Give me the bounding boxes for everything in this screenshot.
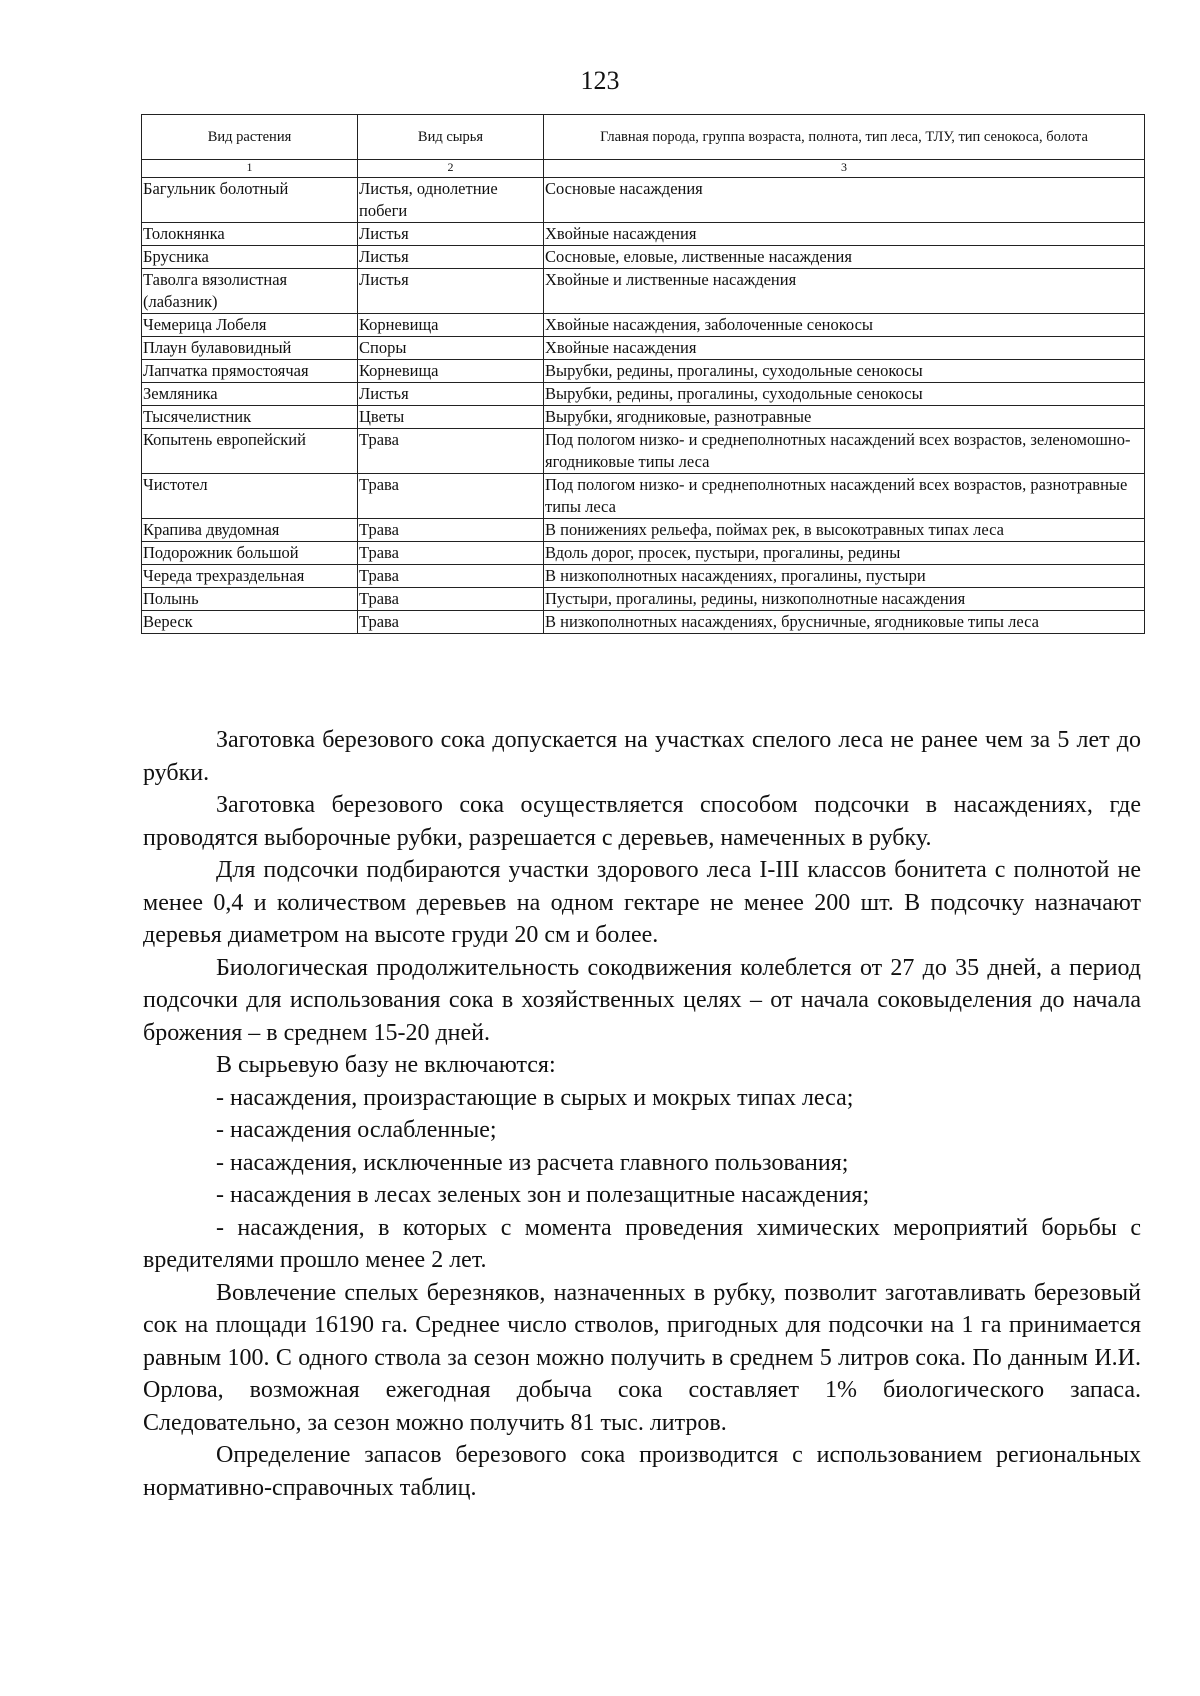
cell-conditions: Хвойные насаждения, заболоченные сенокосы xyxy=(544,314,1145,337)
table-row xyxy=(142,314,1145,337)
cell-conditions: В низкополнотных насаждениях, брусничные, ягодниковые типы леса xyxy=(544,611,1145,634)
cell-plant: Лапчатка прямостоячая xyxy=(142,360,358,383)
cell-conditions: Вдоль дорог, просек, пустыри, прогалины, редины xyxy=(544,542,1145,565)
table-row xyxy=(142,474,1145,519)
table-row xyxy=(142,269,1145,314)
cell-plant: Брусника xyxy=(142,246,358,269)
cell-conditions: Вырубки, ягодниковые, разнотравные xyxy=(544,406,1145,429)
cell-conditions: Вырубки, редины, прогалины, суходольные сенокосы xyxy=(544,383,1145,406)
cell-material: Трава xyxy=(358,565,544,588)
cell-conditions: В понижениях рельефа, поймах рек, в высокотравных типах леса xyxy=(544,519,1145,542)
cell-conditions: Сосновые насаждения xyxy=(544,178,1145,223)
cell-material: Споры xyxy=(358,337,544,360)
cell-material: Листья xyxy=(358,223,544,246)
table-row xyxy=(142,565,1145,588)
cell-plant: Череда трехраздельная xyxy=(142,565,358,588)
cell-plant: Багульник болотный xyxy=(142,178,358,223)
list-item: - насаждения ослабленные; xyxy=(216,1117,497,1143)
table-row xyxy=(142,519,1145,542)
cell-conditions: Хвойные и лиственные насаждения xyxy=(544,269,1145,314)
page-number: 123 xyxy=(580,66,620,95)
cell-material: Корневища xyxy=(358,314,544,337)
column-number: 1 xyxy=(142,160,358,178)
table-row xyxy=(142,383,1145,406)
column-number: 2 xyxy=(358,160,544,178)
cell-material: Цветы xyxy=(358,406,544,429)
table-row xyxy=(142,360,1145,383)
cell-material: Листья, однолетние побеги xyxy=(358,178,544,223)
paragraph: Для подсочки подбираются участки здорового леса I-III классов бонитета с полнотой не менее 0,4 и количеством деревьев на одном гектаре не менее 200 шт. В подсочку назначают деревья диаметром на высоте груди 20 см и более. xyxy=(143,857,1141,948)
paragraph: Определение запасов березового сока производится с использованием региональных нормативно-справочных таблиц. xyxy=(143,1442,1141,1501)
column-number: 3 xyxy=(544,160,1145,178)
cell-material: Трава xyxy=(358,429,544,474)
cell-conditions: В низкополнотных насаждениях, прогалины, пустыри xyxy=(544,565,1145,588)
cell-material: Листья xyxy=(358,383,544,406)
table-row xyxy=(142,588,1145,611)
cell-material: Корневища xyxy=(358,360,544,383)
paragraph: Биологическая продолжительность сокодвижения колеблется от 27 до 35 дней, а период подсочки для использования сока в хозяйственных целях – от начала соковыделения до начала брожения – в среднем 15-20 дней. xyxy=(143,954,1141,1046)
table-row xyxy=(142,611,1145,634)
cell-plant: Плаун булавовидный xyxy=(142,337,358,360)
list-item: - насаждения в лесах зеленых зон и полезащитные насаждения; xyxy=(216,1182,870,1208)
cell-plant: Копытень европейский xyxy=(142,429,358,474)
cell-plant: Таволга вязолистная (лабазник) xyxy=(142,269,358,314)
list-item: - насаждения, исключенные из расчета главного пользования; xyxy=(216,1149,849,1176)
paragraph: Заготовка березового сока осуществляется способом подсочки в насаждениях, где проводятся выборочные рубки, разрешается с деревьев, намеченных в рубку. xyxy=(143,792,1141,851)
cell-plant: Толокнянка xyxy=(142,223,358,246)
paragraph: В сырьевую базу не включаются: xyxy=(216,1052,556,1078)
header-raw-material: Вид сырья xyxy=(358,115,544,160)
table-row xyxy=(142,246,1145,269)
cell-conditions: Сосновые, еловые, лиственные насаждения xyxy=(544,246,1145,269)
cell-plant: Земляника xyxy=(142,383,358,406)
table-row xyxy=(142,337,1145,360)
cell-plant: Подорожник большой xyxy=(142,542,358,565)
table-column-numbers-row xyxy=(142,160,1145,178)
header-plant-type: Вид растения xyxy=(142,115,358,160)
table-row xyxy=(142,406,1145,429)
cell-plant: Вереск xyxy=(142,611,358,634)
plants-table xyxy=(141,114,1145,634)
table-row xyxy=(142,542,1145,565)
cell-conditions: Под пологом низко- и среднеполнотных насаждений всех возрастов, разнотравные типы леса xyxy=(544,474,1145,519)
table-row xyxy=(142,223,1145,246)
cell-plant: Крапива двудомная xyxy=(142,519,358,542)
table-row xyxy=(142,429,1145,474)
cell-plant: Чемерица Лобеля xyxy=(142,314,358,337)
list-item: - насаждения, в которых с момента проведения химических мероприятий борьбы с вредителями прошло менее 2 лет. xyxy=(143,1214,1141,1273)
cell-conditions: Вырубки, редины, прогалины, суходольные сенокосы xyxy=(544,360,1145,383)
table-row xyxy=(142,178,1145,223)
body-text xyxy=(143,724,1141,1504)
paragraph: Вовлечение спелых березняков, назначенных в рубку, позволит заготавливать березовый сок на площади 16190 га. Среднее число стволов, пригодных для подсочки на 1 га принимается равным 100. С одного ствола за сезон можно получить в среднем 5 литров сока. По данным И.И. Орлова, возможная ежегодная добыча сока составляет 1% биологического запаса. Следовательно, за сезон можно получить 81 тыс. литров. xyxy=(143,1279,1141,1436)
paragraph: Заготовка березового сока допускается на участках спелого леса не ранее чем за 5 лет до рубки. xyxy=(143,727,1141,786)
header-forest-conditions: Главная порода, группа возраста, полнота, тип леса, ТЛУ, тип сенокоса, болота xyxy=(544,115,1145,160)
cell-conditions: Пустыри, прогалины, редины, низкополнотные насаждения xyxy=(544,588,1145,611)
cell-material: Листья xyxy=(358,269,544,314)
cell-plant: Полынь xyxy=(142,588,358,611)
cell-plant: Тысячелистник xyxy=(142,406,358,429)
cell-material: Трава xyxy=(358,519,544,542)
cell-material: Трава xyxy=(358,588,544,611)
cell-plant: Чистотел xyxy=(142,474,358,519)
table-header-row xyxy=(142,115,1145,160)
cell-material: Трава xyxy=(358,542,544,565)
cell-conditions: Хвойные насаждения xyxy=(544,337,1145,360)
cell-material: Трава xyxy=(358,611,544,634)
cell-conditions: Хвойные насаждения xyxy=(544,223,1145,246)
cell-material: Листья xyxy=(358,246,544,269)
cell-conditions: Под пологом низко- и среднеполнотных насаждений всех возрастов, зеленомошно-ягодниковые типы леса xyxy=(544,429,1145,474)
cell-material: Трава xyxy=(358,474,544,519)
list-item: - насаждения, произрастающие в сырых и мокрых типах леса; xyxy=(216,1084,854,1111)
